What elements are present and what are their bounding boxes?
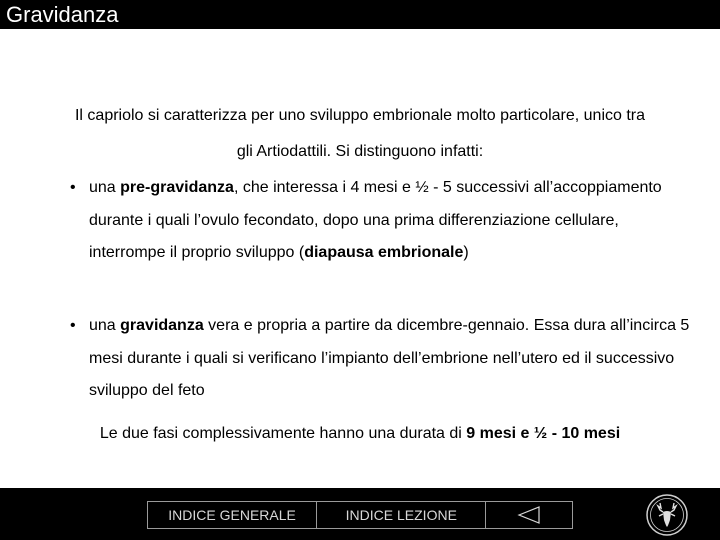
term-pre-gravidanza: pre-gravidanza [120,179,234,196]
navigation-bar [147,501,573,529]
text-run: vera e propria a partire da dicembre-gennaio. Essa dura all’incirca 5 mesi durante i quali si verificano l’impianto dell’embrione nell’utero ed il successivo sviluppo del feto [89,317,690,399]
intro-line-1: Il capriolo si caratterizza per uno sviluppo embrionale molto particolare, unico tra [74,107,646,124]
term-diapausa-embrionale: diapausa embrionale [304,244,464,261]
bullet-text [89,172,690,270]
duration-value: 9 mesi e ½ - 10 mesi [466,425,621,442]
intro-line-2: gli Artiodattili. Si distinguono infatti: [236,143,484,160]
bullet-pre-gravidanza [70,172,690,270]
indice-lezione-button[interactable]: INDICE LEZIONE [317,502,486,528]
bullet-text [89,310,690,408]
bullet-marker: • [70,179,76,196]
text-run: una [89,317,121,334]
text-run: Le due fasi complessivamente hanno una durata di [99,425,467,442]
page-title: Gravidanza [0,0,720,29]
intro-paragraph [30,98,690,170]
text-run: , che interessa i 4 mesi e ½ - 5 successivi all’accoppiamento durante i quali l’ovulo fecondato, dopo una prima differenziazione cellulare, interrompe il proprio sviluppo ( [89,179,662,261]
deer-logo-icon [646,494,688,536]
bullet-gravidanza [70,310,690,408]
bullet-marker: • [70,317,76,334]
triangle-left-icon [517,505,541,525]
summary-line [0,421,720,447]
indice-generale-button[interactable]: INDICE GENERALE [148,502,317,528]
back-button[interactable] [486,502,572,528]
text-run: una [89,179,121,196]
term-gravidanza: gravidanza [120,317,204,334]
footer-bar [0,488,720,540]
text-run: ) [463,244,469,261]
